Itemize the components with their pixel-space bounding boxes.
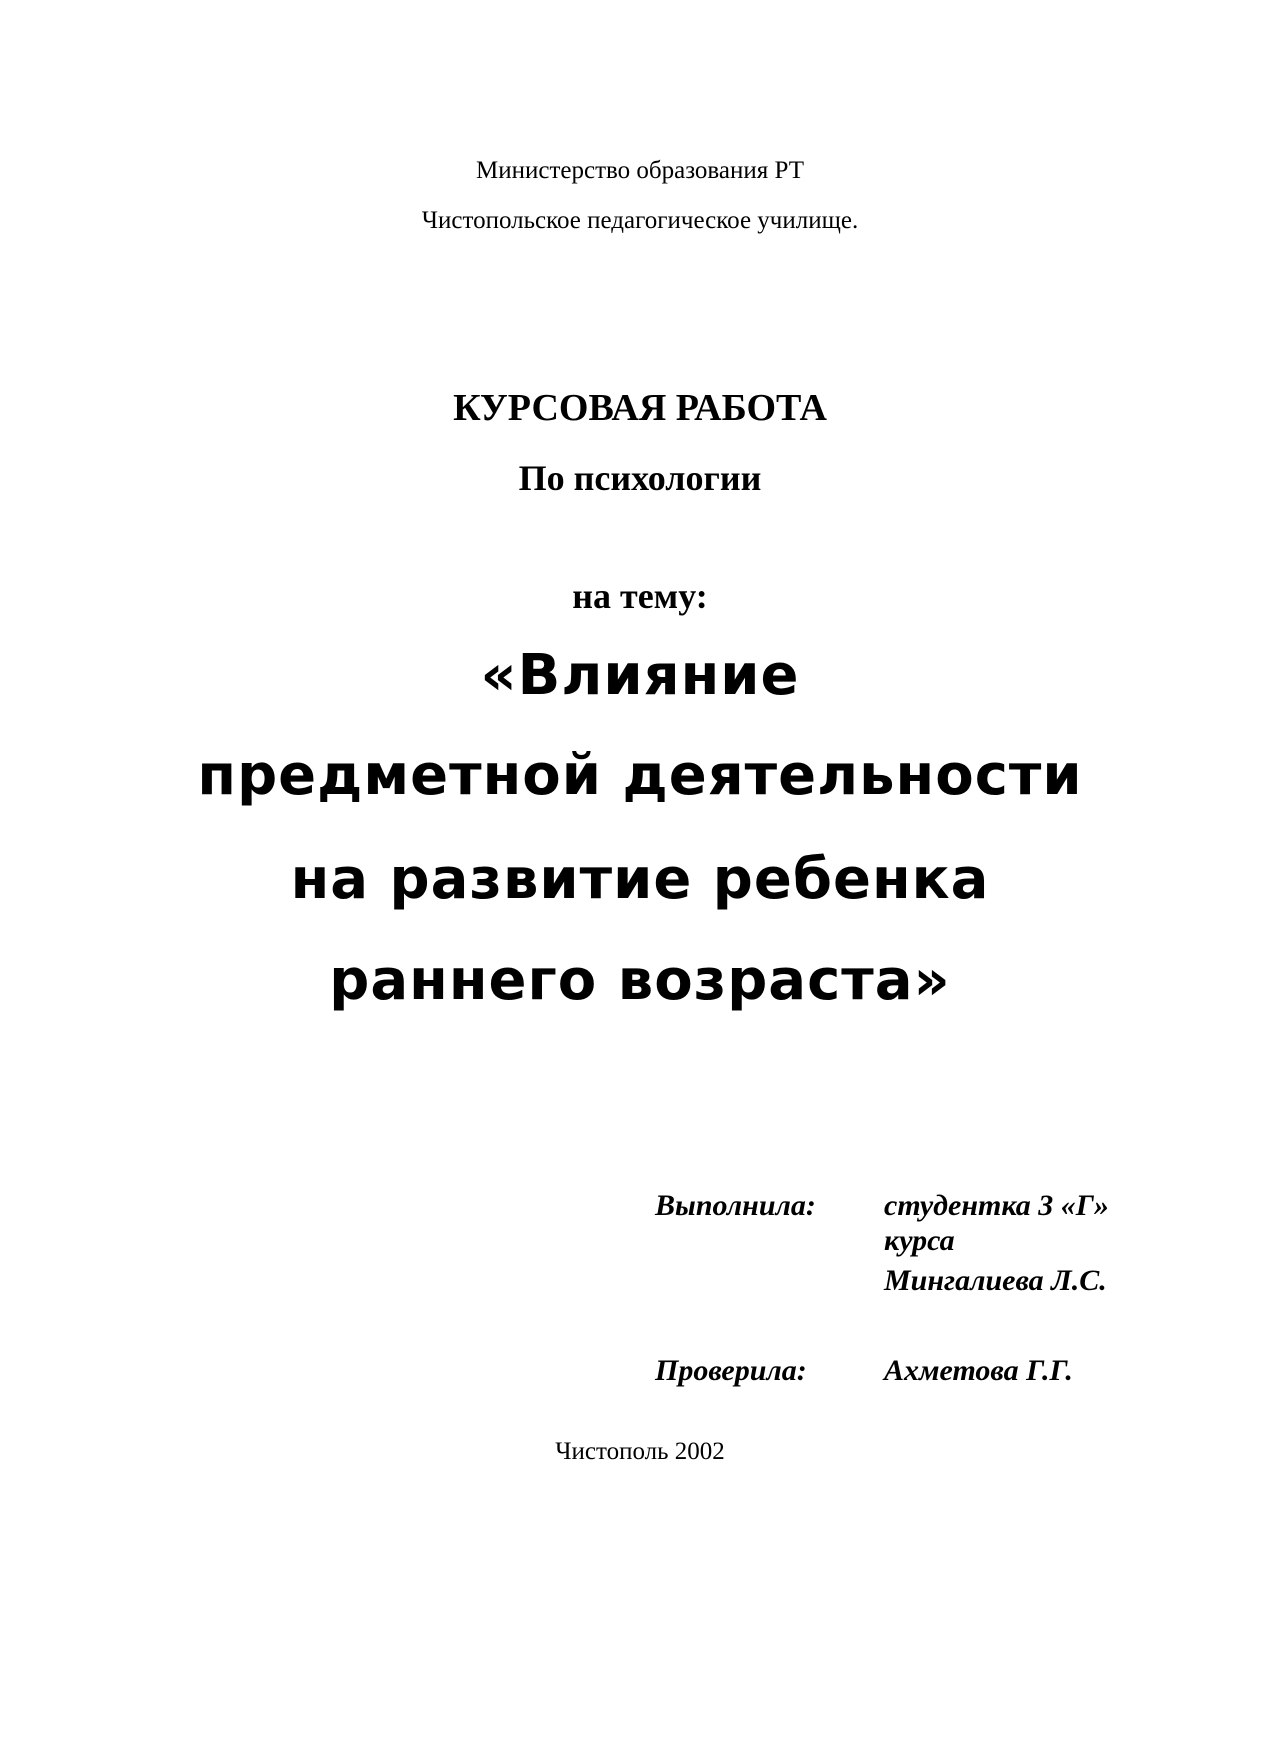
ministry-line: Министерство образования РТ: [476, 157, 804, 184]
title-line-4: раннего возраста»: [329, 948, 951, 1013]
school-line: Чистопольское педагогическое училище.: [421, 207, 859, 234]
author-name: Мингалиева Л.С.: [884, 1264, 1107, 1297]
author-label: Выполнила:: [655, 1189, 816, 1222]
reviewer-label: Проверила:: [655, 1354, 807, 1387]
title-line-2: предметной деятельности: [197, 743, 1083, 808]
title-line-1: «Влияние: [480, 643, 800, 708]
title-line-3: на развитие ребенка: [290, 847, 990, 912]
reviewer-name: Ахметова Г.Г.: [884, 1354, 1073, 1387]
topic-label: на тему:: [572, 576, 708, 616]
work-subject: По психологии: [518, 458, 762, 498]
city-year: Чистополь 2002: [555, 1438, 725, 1465]
work-type: КУРСОВАЯ РАБОТА: [453, 387, 827, 429]
author-line-1: студентка 3 «Г»: [884, 1189, 1109, 1222]
author-line-2: курса: [884, 1224, 955, 1257]
